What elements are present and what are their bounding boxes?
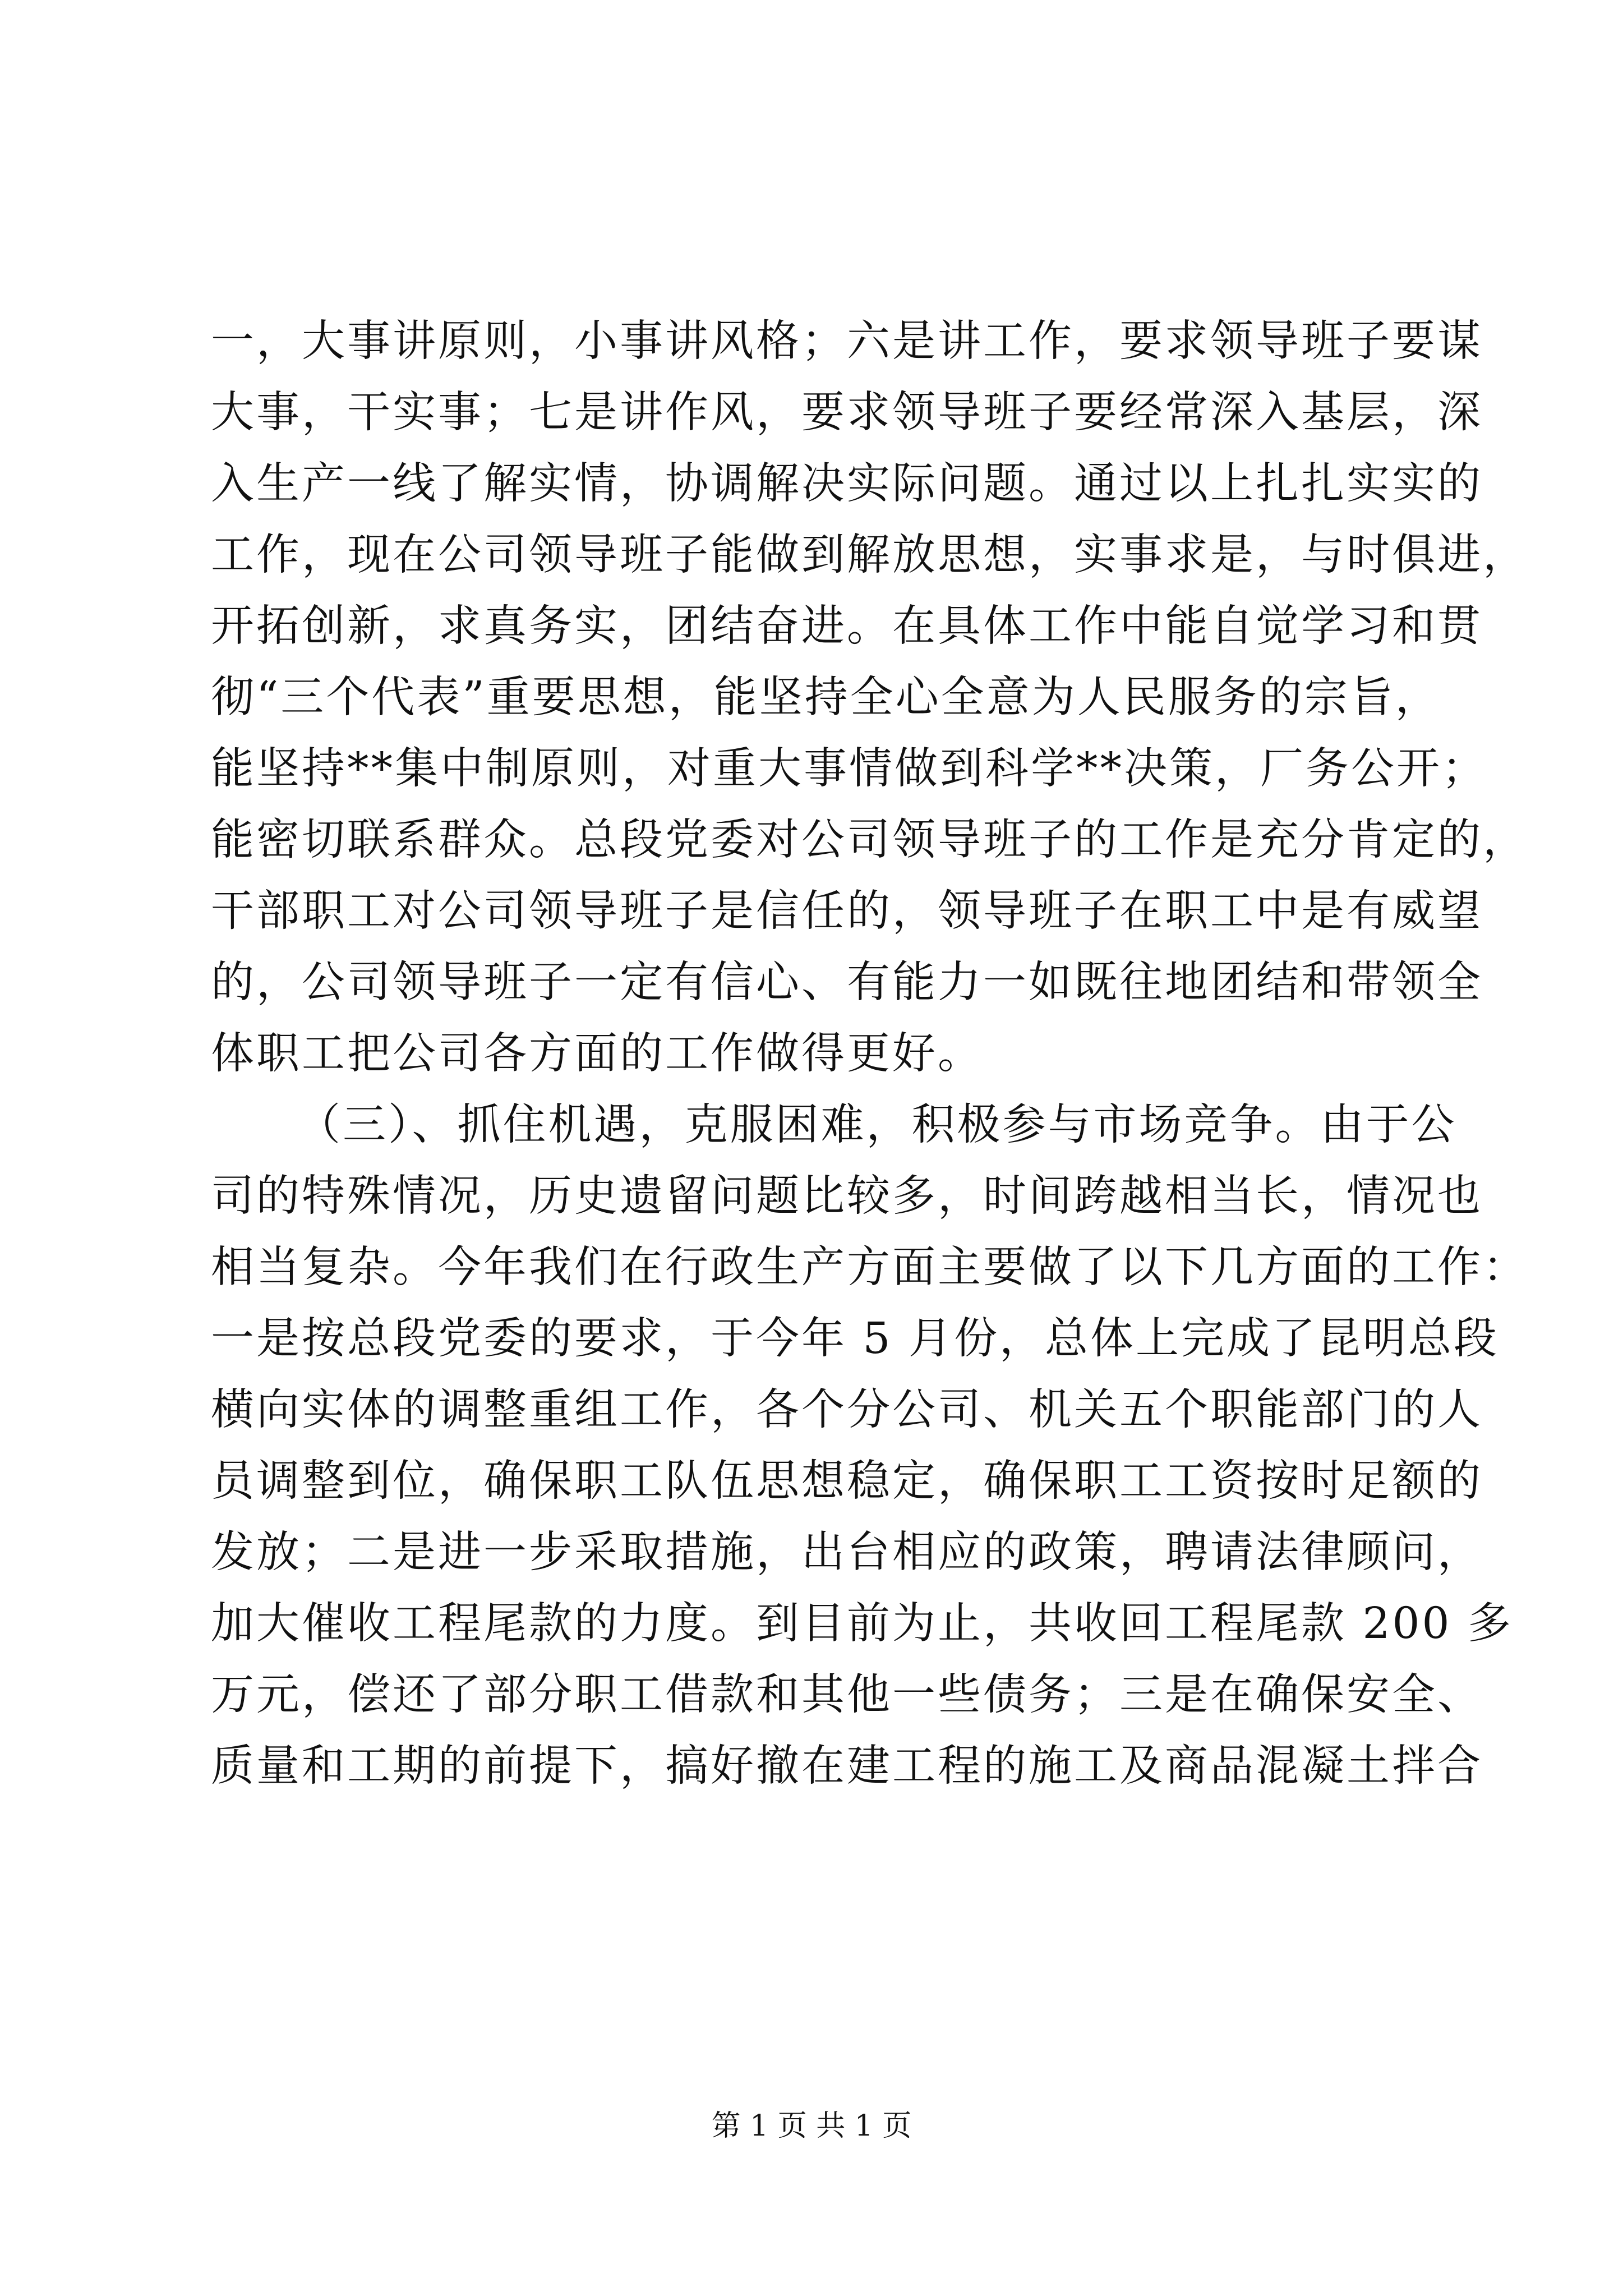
page-number-label: 第 1 页 共 1 页 bbox=[711, 2109, 912, 2143]
text-line: 员调整到位，确保职工队伍思想稳定，确保职工工资按时足额的 bbox=[211, 1456, 1483, 1506]
text-line: 相当复杂。今年我们在行政生产方面主要做了以下几方面的工作： bbox=[211, 1243, 1528, 1292]
text-line: 横向实体的调整重组工作，各个分公司、机关五个职能部门的人 bbox=[211, 1385, 1483, 1435]
text-line: 一，大事讲原则，小事讲风格；六是讲工作，要求领导班子要谋 bbox=[211, 316, 1483, 366]
text-line: 工作，现在公司领导班子能做到解放思想，实事求是，与时俱进， bbox=[211, 530, 1528, 580]
text-line: 入生产一线了解实情，协调解决实际问题。通过以上扎扎实实的 bbox=[211, 459, 1483, 509]
document-body bbox=[211, 306, 1528, 1802]
text-line: 的，公司领导班子一定有信心、有能力一如既往地团结和带领全 bbox=[211, 958, 1483, 1007]
text-line: 发放；二是进一步采取措施，出台相应的政策，聘请法律顾问， bbox=[211, 1527, 1483, 1577]
text-line: 加大催收工程尾款的力度。到目前为止，共收回工程尾款 200 多 bbox=[211, 1599, 1513, 1649]
text-line: 开拓创新，求真务实，团结奋进。在具体工作中能自觉学习和贯 bbox=[211, 601, 1483, 651]
text-line: 能坚持**集中制原则，对重大事情做到科学**决策，厂务公开； bbox=[211, 744, 1487, 794]
text-line: 体职工把公司各方面的工作做得更好。 bbox=[211, 1029, 983, 1079]
paragraph-start-line: （三）、抓住机遇，克服困难，积极参与市场竞争。由于公 bbox=[297, 1100, 1457, 1150]
text-line: 一是按总段党委的要求，于今年 5 月份，总体上完成了昆明总段 bbox=[211, 1314, 1499, 1364]
text-line: 万元，偿还了部分职工借款和其他一些债务；三是在确保安全、 bbox=[211, 1670, 1483, 1720]
text-line: 大事，干实事；七是讲作风，要求领导班子要经常深入基层，深 bbox=[211, 388, 1483, 438]
page-footer bbox=[0, 2106, 1623, 2146]
text-line: 能密切联系群众。总段党委对公司领导班子的工作是充分肯定的， bbox=[211, 815, 1528, 865]
text-line: 干部职工对公司领导班子是信任的，领导班子在职工中是有威望 bbox=[211, 886, 1483, 936]
text-line: 质量和工期的前提下，搞好撤在建工程的施工及商品混凝土拌合 bbox=[211, 1741, 1483, 1791]
text-line: 司的特殊情况，历史遗留问题比较多，时间跨越相当长，情况也 bbox=[211, 1171, 1483, 1221]
text-line: 彻“三个代表”重要思想，能坚持全心全意为人民服务的宗旨， bbox=[211, 673, 1441, 723]
